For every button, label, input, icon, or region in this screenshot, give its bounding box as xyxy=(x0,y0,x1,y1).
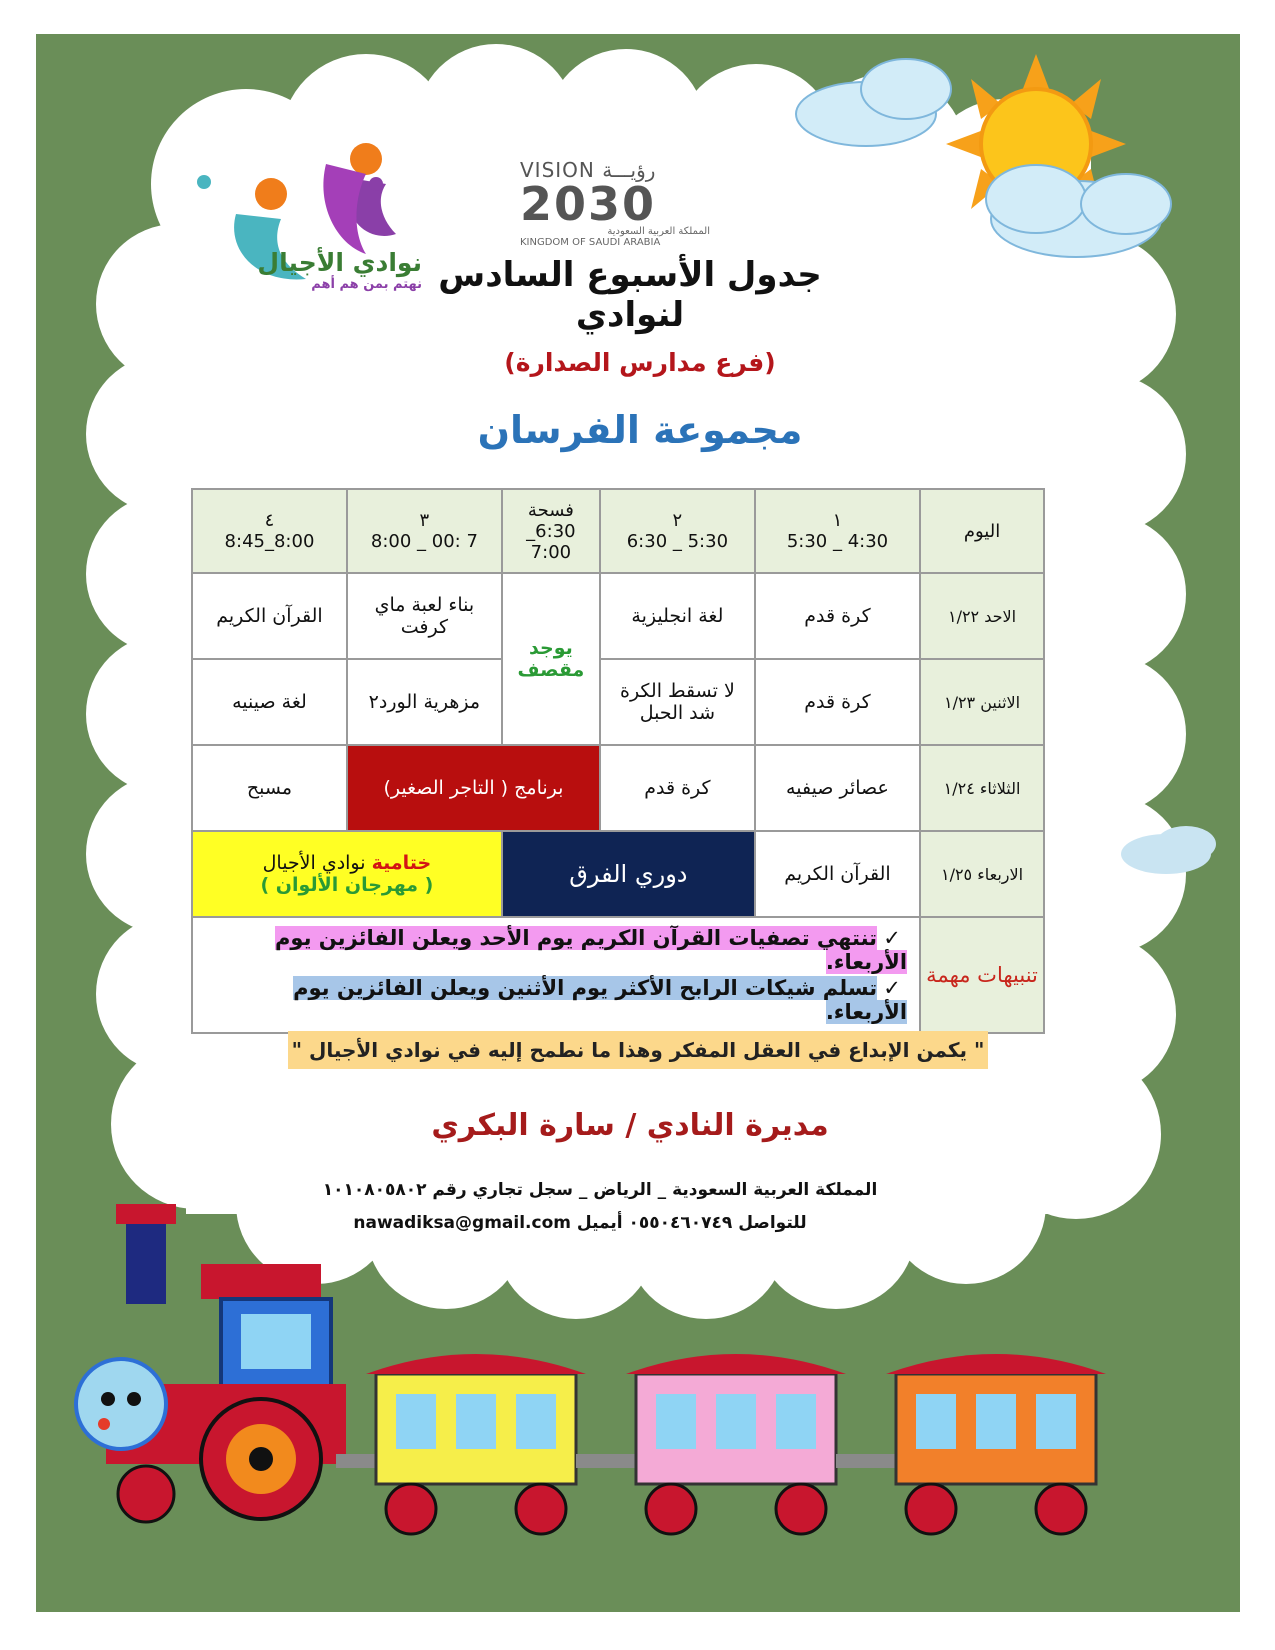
period-2-num: ٢ xyxy=(672,510,683,531)
group-name: مجموعة الفرسان xyxy=(477,408,803,452)
closing-line xyxy=(197,852,497,874)
tuesday-p2: كرة قدم xyxy=(600,745,755,831)
period-3-time: 7 :00 _ 8:00 xyxy=(370,531,478,552)
check-icon: ✓ xyxy=(883,976,901,1000)
closing-word: ختامية xyxy=(371,852,432,874)
vision-country-en: KINGDOM OF SAUDI ARABIA xyxy=(520,237,661,248)
header-period-4 xyxy=(192,489,347,573)
note-1 xyxy=(205,926,907,974)
sunday-p4: القرآن الكريم xyxy=(192,573,347,659)
sunday-p3: بناء لعبة ماي كرفت xyxy=(347,573,502,659)
day-sunday: الاحد ١/٢٢ xyxy=(920,573,1044,659)
table-row-wednesday xyxy=(192,831,1044,917)
table-row-alerts xyxy=(192,917,1044,1033)
break-time: 6:30_ 7:00 xyxy=(526,520,576,563)
header-day: اليوم xyxy=(920,489,1044,573)
day-wednesday: الاربعاء ١/٢٥ xyxy=(920,831,1044,917)
monday-p2 xyxy=(600,659,755,745)
period-4-num: ٤ xyxy=(264,510,275,531)
alerts-label: تنبيهات مهمة xyxy=(920,917,1044,1033)
header-period-1 xyxy=(755,489,920,573)
day-monday: الاثنين ١/٢٣ xyxy=(920,659,1044,745)
address-line: المملكة العربية السعودية _ الرياض _ سجل تجاري رقم ١٠١٠٨٠٥٨٠٢ xyxy=(322,1180,878,1200)
vision-2030-logo xyxy=(520,158,710,248)
festival-name: ( مهرجان الألوان ) xyxy=(260,874,434,896)
tuesday-p4: مسبح xyxy=(192,745,347,831)
vision-year: 2030 xyxy=(520,177,657,231)
contact-line: للتواصل ٠٥٥٠٤٦٠٧٤٩ أيميل nawadiksa@gmail.com xyxy=(353,1213,807,1233)
vision-country-ar: المملكة العربية السعودية xyxy=(607,226,710,237)
header-period-2 xyxy=(600,489,755,573)
break-cell: يوجد مقصف xyxy=(502,573,600,745)
table-row-monday xyxy=(192,659,1044,745)
wednesday-league: دوري الفرق xyxy=(502,831,755,917)
period-2-time: 5:30 _ 6:30 xyxy=(626,531,729,552)
vision-label: VISION رؤيـــة xyxy=(520,158,656,182)
header-period-3 xyxy=(347,489,502,573)
club-name: نوادي الأجيال xyxy=(257,248,422,277)
monday-p2-line1: لا تسقط الكرة xyxy=(619,680,735,702)
note-2-text: تسلم شيكات الرابح الأكثر يوم الأثنين ويعلن الفائزين يوم الأربعاء. xyxy=(293,976,908,1024)
club-slogan: نهتم بمن هم أهم xyxy=(311,277,422,292)
motto-quote: " يكمن الإبداع في العقل المفكر وهذا ما نطمح إليه في نوادي الأجيال " xyxy=(288,1031,988,1069)
monday-p4: لغة صينيه xyxy=(192,659,347,745)
page-title: جدول الأسبوع السادس لنوادي xyxy=(438,255,822,335)
period-1-num: ١ xyxy=(832,510,843,531)
sunday-p1: كرة قدم xyxy=(755,573,920,659)
break-label: فسحة xyxy=(527,499,574,521)
tuesday-p1: عصائر صيفيه xyxy=(755,745,920,831)
tuesday-program: برنامج ( التاجر الصغير) xyxy=(347,745,600,831)
table-row-sunday xyxy=(192,573,1044,659)
sunday-p2: لغة انجليزية xyxy=(600,573,755,659)
check-icon: ✓ xyxy=(883,926,901,950)
table-row-tuesday xyxy=(192,745,1044,831)
director-name: مديرة النادي / سارة البكري xyxy=(431,1108,829,1143)
alerts-notes xyxy=(192,917,920,1033)
closing-club: نوادي الأجيال xyxy=(262,852,366,874)
period-3-num: ٣ xyxy=(419,510,430,531)
period-1-time: 4:30 _ 5:30 xyxy=(786,531,889,552)
wednesday-closing xyxy=(192,831,502,917)
day-tuesday: الثلاثاء ١/٢٤ xyxy=(920,745,1044,831)
schedule-table xyxy=(191,488,1045,1034)
monday-p1: كرة قدم xyxy=(755,659,920,745)
header-break xyxy=(502,489,600,573)
wednesday-p1: القرآن الكريم xyxy=(755,831,920,917)
monday-p2-line2: شد الحبل xyxy=(639,702,716,724)
monday-p3: مزهرية الورد٢ xyxy=(347,659,502,745)
period-4-time: 8:00_8:45 xyxy=(224,531,315,552)
table-header-row xyxy=(192,489,1044,573)
note-2 xyxy=(205,976,907,1024)
note-1-text: تنتهي تصفيات القرآن الكريم يوم الأحد ويعلن الفائزين يوم الأربعاء. xyxy=(275,926,908,974)
branch-subtitle: (فرع مدارس الصدارة) xyxy=(504,348,776,377)
